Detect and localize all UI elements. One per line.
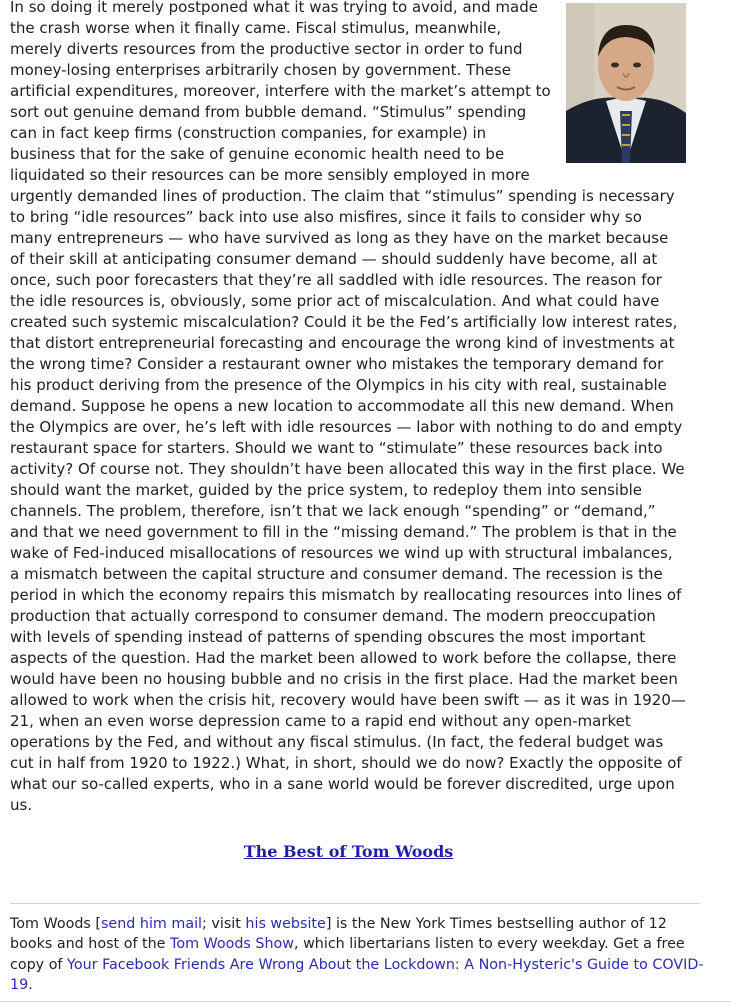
bio-middle: ] is the New York Times bestselling author of 12 books and host of the: [10, 916, 667, 953]
tom-woods-show-link[interactable]: Tom Woods Show: [170, 936, 294, 953]
article-body: [10, 0, 686, 816]
bio-sep: ; visit: [202, 916, 246, 932]
divider-bottom: [0, 1001, 731, 1002]
author-bio: [10, 914, 704, 995]
best-of-link[interactable]: The Best of Tom Woods: [243, 842, 454, 861]
bio-suffix: .: [28, 976, 33, 993]
bio-prefix: Tom Woods [: [10, 916, 101, 932]
bio-middle-2: , which libertarians listen to every weekday. Get a free copy of: [10, 936, 685, 973]
best-of-section: [0, 842, 697, 862]
article-text-2: investments at the wrong time? Consider a restaurant owner who mistakes the temporary demand for his product deriving from the presence of the Olympics in his city with real, sustainable demand. Suppose he opens a new location to accommodate all this new demand. When the Olympics are over, he’s left with idle resources — labor with nothing to do and empty restaurant space for starters. Should we want to “stimulate” these resources back into activity? Of course not. They shouldn’t have been allocated this way in the first place. We should want the market, guided by the price system, to redeploy them into sensible channels. The problem, therefore, isn’t that we lack enough “spending” or “demand,” and that we need government to fill in the “missing demand.” The problem is that in the wake of Fed-induced misallocations of resources we wind up with structural imbalances, a mismatch between the capital structure and consumer demand. The recession is the period in which the economy repairs this mismatch by reallocating resources into lines of production that actually correspond to consumer demand. The modern preoccupation with levels of spending instead of patterns of spending obscures the most important aspects of the question. Had the market been allowed to work before the collapse, there would have been no housing bubble and no crisis in the first place. Had the market been allowed to work when the crisis hit, recovery would have been swift — as it was in 1920—21, when an even worse depression came to a rapid end without any open-market operations by the Fed, and without any fiscal stimulus. (In fact, the federal budget was cut in half from 1920 to 1922.) What, in short, should we do now? Exactly the opposite of what our so-called experts, who in a sane world would be forever discredited, urge upon us.: [10, 334, 686, 814]
divider-top: [10, 903, 700, 904]
website-link[interactable]: his website: [245, 916, 326, 932]
author-photo: [566, 3, 686, 163]
article-text-1: In so doing it merely postponed what it was trying to avoid, and made the crash worse when it finally came. Fiscal stimulus, meanwhile, merely diverts resources from the productive sector in order to fund money-losing enterprises arbitrarily chosen by government. These artificial expenditures, moreover, interfere with the market’s attempt to sort out genuine demand from bubble demand. “Stimulus” spending can in fact keep firms (construction companies, for example) in business that for the sake of genuine economic health need to be liquidated so their resources can be more sensibly employed in more urgently demanded lines of production. The claim that “stimulus” spending is necessary to bring “idle resources” back into use also misfires, since it fails to consider why so many entrepreneurs — who have survived as long as they have on the market because of their skill at anticipating consumer demand — should suddenly have become, all at once, such poor forecasters that they’re all saddled with idle resources. The reason for the idle resources is, obviously, some prior act of miscalculation. And what could have created such systemic miscalculation? Could it be the Fed’s artificially low interest rates, that distort entrepreneurial forecasting and encourage the wrong kind of: [10, 0, 678, 352]
send-mail-link[interactable]: send him mail: [100, 916, 203, 932]
free-book-link[interactable]: Your Facebook Friends Are Wrong About the Lockdown: A Non-Hysteric's Guide to COVID-19: [10, 956, 704, 993]
